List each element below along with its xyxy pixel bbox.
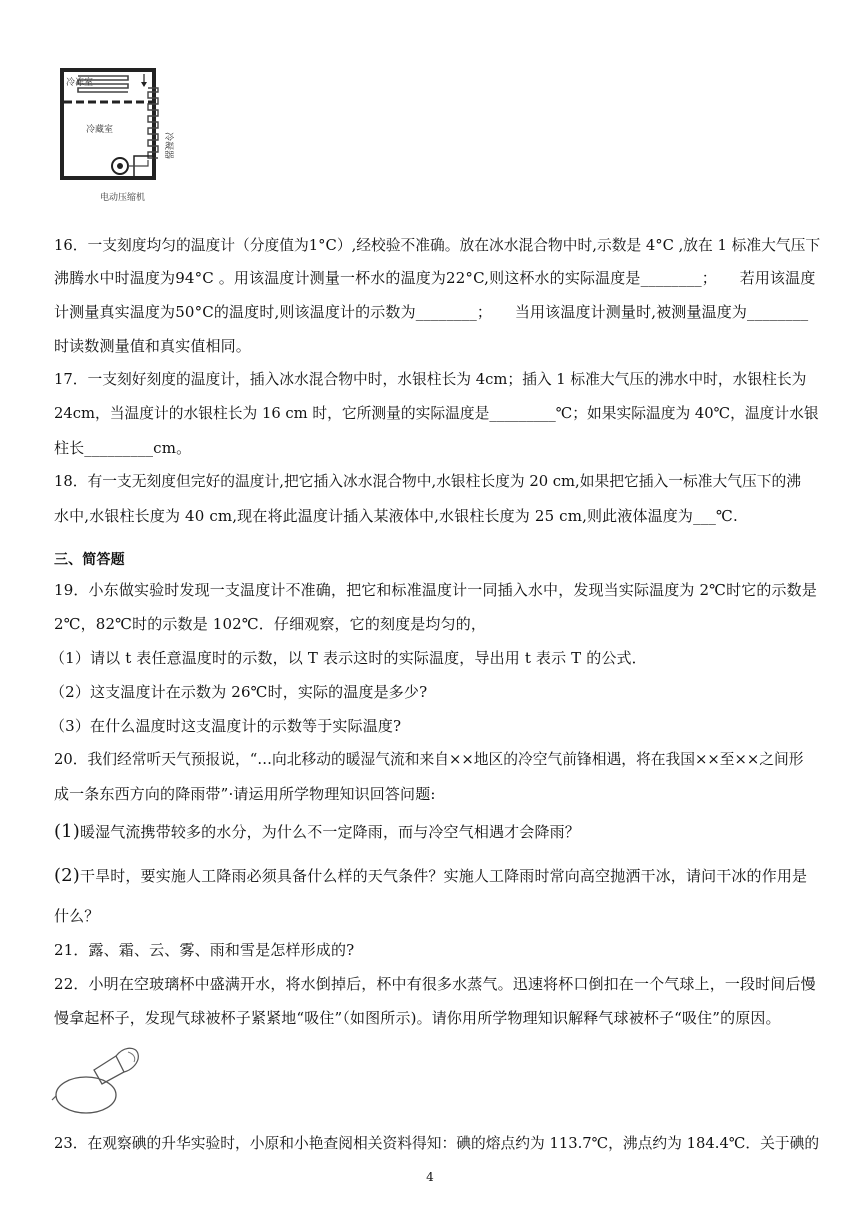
- section-title: 三、简答题: [54, 552, 125, 568]
- q19-line-2: 2℃，82℃时的示数是 102℃．仔细观察，它的刻度是均匀的，: [54, 615, 487, 633]
- q18-line-1: 18．有一支无刻度但完好的温度计,把它插入冰水混合物中,水银柱长度为 20 cm,如果把它插入一标准大气压下的沸: [54, 473, 801, 490]
- q23-line-1: 23．在观察碘的升华实验时，小原和小艳查阅相关资料得知：碘的熔点约为 113.7℃，沸点约为 184.4℃．关于碘的: [54, 1135, 820, 1152]
- refrigerator-diagram: [48, 52, 198, 210]
- q19-part-2: （2）这支温度计在示数为 26℃时，实际的温度是多少?: [50, 683, 428, 701]
- q20-part-1-number: (1): [54, 821, 80, 842]
- q20-part-2-cont: 什么？: [54, 907, 100, 925]
- q17-line-2: 24cm，当温度计的水银柱长为 16 cm 时，它所测量的实际温度是_________℃；如果实际温度为 40℃，温度计水银: [54, 405, 819, 422]
- fridge-label: 冷藏室: [86, 125, 114, 135]
- compressor-label: 电动压缩机: [100, 193, 146, 203]
- q20-part-2: [54, 866, 807, 886]
- q20-part-2-text: 干旱时，要实施人工降雨必须具备什么样的天气条件？实施人工降雨时常向高空抛洒干冰，请问干冰的作用是: [79, 867, 808, 885]
- q20-line-1: 20．我们经常听天气预报说，“…向北移动的暖湿气流和来自××地区的冷空气前锋相遇，将在我国××至××之间形: [54, 751, 804, 768]
- page-number: 4: [426, 1170, 434, 1184]
- q18-line-2: 水中,水银柱长度为 40 cm,现在将此温度计插入某液体中,水银柱长度为 25 cm,则此液体温度为___℃.: [54, 507, 738, 525]
- q17-line-3: 柱长_________cm。: [54, 439, 192, 457]
- q16-line-2: 沸腾水中时温度为94°C 。用该温度计测量一杯水的温度为22°C,则这杯水的实际温度是________； 若用该温度: [54, 269, 816, 287]
- freezer-label: 冷冻室: [66, 78, 94, 88]
- q20-part-1-text: 暖湿气流携带较多的水分，为什么不一定降雨，而与冷空气相遇才会降雨？: [79, 823, 580, 841]
- q17-line-1: 17．一支刻好刻度的温度计，插入冰水混合物中时，水银柱长为 4cm；插入 1 标准大气压的沸水中时，水银柱长为: [54, 371, 807, 388]
- q21-line: 21．露、霜、云、雾、雨和雪是怎样形成的?: [54, 941, 355, 959]
- q19-part-3: （3）在什么温度时这支温度计的示数等于实际温度?: [50, 717, 402, 735]
- q22-line-2: 慢拿起杯子，发现气球被杯子紧紧地“吸住”（如图所示)。请你用所学物理知识解释气球被杯子“吸住”的原因。: [54, 1009, 781, 1027]
- q20-part-1: [54, 822, 580, 842]
- q19-part-1: （1）请以 t 表任意温度时的示数，以 T 表示这时的实际温度，导出用 t 表示 T 的公式．: [50, 649, 647, 667]
- balloon-cup-figure: [50, 1040, 150, 1120]
- q22-line-1: 22．小明在空玻璃杯中盛满开水，将水倒掉后，杯中有很多水蒸气。迅速将杯口倒扣在一个气球上，一段时间后慢: [54, 975, 816, 993]
- q16-line-4: 时读数测量值和真实值相同。: [54, 337, 251, 355]
- q16-line-3: 计测量真实温度为50°C的温度时,则该温度计的示数为________； 当用该温度计测量时,被测量温度为________: [54, 303, 809, 321]
- q20-part-2-number: (2): [54, 865, 80, 886]
- q19-line-1: 19．小东做实验时发现一支温度计不准确，把它和标准温度计一同插入水中，发现当实际温度为 2℃时它的示数是: [54, 581, 817, 599]
- q20-line-2: 成一条东西方向的降雨带”·请运用所学物理知识回答问题:: [54, 785, 436, 803]
- q16-line-1: 16．一支刻度均匀的温度计（分度值为1°C）,经校验不准确。放在冰水混合物中时,示数是 4°C ,放在 1 标准大气压下: [54, 237, 821, 254]
- condenser-label: 冷凝器: [163, 132, 173, 160]
